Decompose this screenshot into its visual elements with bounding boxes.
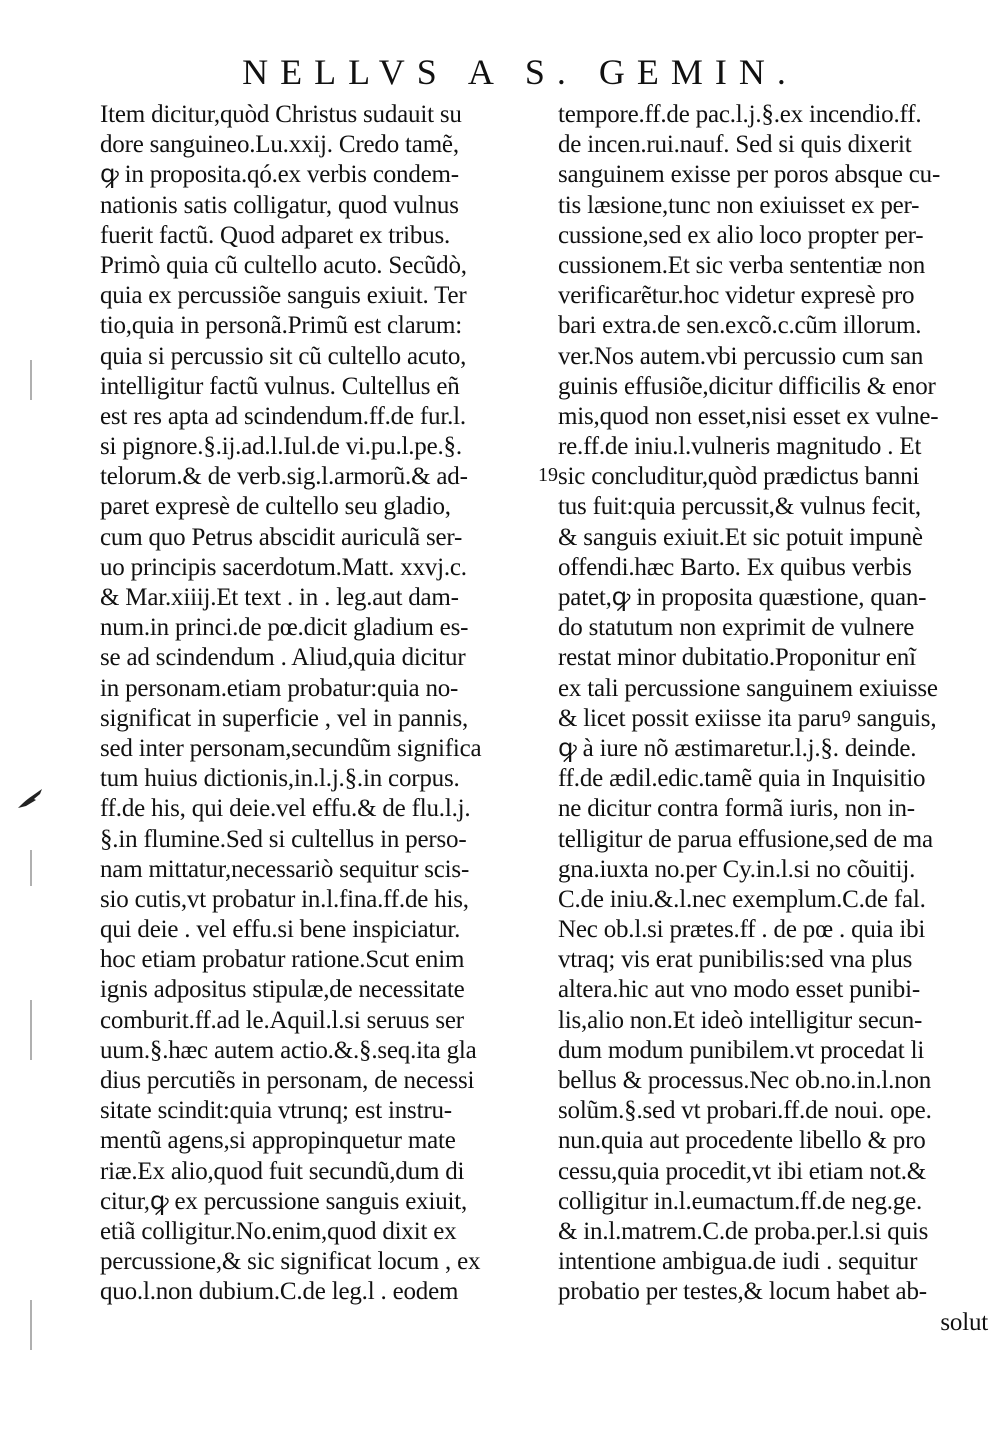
text-line: dore sanguineo.Lu.xxij. Credo tamẽ,: [100, 131, 459, 159]
text-line: ne dicitur contra formã iuris, non in-: [558, 795, 915, 823]
text-line: cussionem.Et sic verba sententiæ non: [558, 251, 926, 279]
text-line: intelligitur factũ vulnus. Cultellus eñ: [100, 372, 460, 400]
text-line: probatio per testes,& locum habet ab-: [558, 1278, 927, 1306]
text-line: est res apta ad scindendum.ff.de fur.l.: [100, 402, 466, 430]
text-line: gna.iuxta no.per Cy.in.l.si no cõuitij.: [558, 855, 916, 883]
text-line: telorum.& de verb.sig.l.armorũ.& ad-: [100, 463, 468, 491]
text-line: ex tali percussione sanguinem exiuisse: [558, 674, 938, 702]
text-line: fuerit factũ. Quod adparet ex tribus.: [100, 221, 451, 249]
text-line: nam mittatur,necessariò sequitur scis-: [100, 855, 470, 883]
text-line: sic concluditur,quòd prædictus banni: [558, 463, 920, 491]
text-line: intentione ambigua.de iudi . sequitur: [558, 1248, 918, 1276]
text-line: num.in princi.de pœ.dicit gladium es-: [100, 614, 469, 642]
text-line: bellus & processus.Nec ob.no.in.l.non: [558, 1067, 932, 1094]
text-line: re.ff.de iniu.l.vulneris magnitudo . Et: [558, 433, 922, 461]
text-line: dum modum punibilem.vt procedat li: [558, 1036, 925, 1064]
text-line: citur,ꝙ ex percussione sanguis exiuit,: [100, 1187, 468, 1215]
margin-rule-2: [30, 850, 32, 886]
text-line: uo principis sacerdotum.Matt. xxvj.c.: [100, 553, 467, 581]
text-line: bari extra.de sen.excõ.c.cũm illorum.: [558, 312, 922, 340]
text-line: cum quo Petrus abscidit auriculã ser-: [100, 523, 463, 551]
margin-rule-1: [30, 360, 32, 400]
text-line: tum huius dictionis,in.l.j.§.in corpus.: [100, 765, 460, 793]
text-line: nationis satis colligatur, quod vulnus: [100, 191, 459, 219]
text-line: ꝙ à iure nõ æstimaretur.l.j.§. deinde.: [558, 734, 917, 762]
margin-rule-4: [30, 1300, 32, 1350]
text-line: riæ.Ex alio,quod fuit secundũ,dum di: [100, 1157, 465, 1185]
text-line: ff.de ædil.edic.tamẽ quia in Inquisitio: [558, 765, 926, 793]
text-line: cessu,quia procedit,vt ibi etiam not.&: [558, 1157, 927, 1185]
text-line: qui deie . vel effu.si bene inspiciatur.: [100, 916, 461, 944]
text-line: & sanguis exiuit.Et sic potuit impunè: [558, 523, 923, 551]
text-line: do statutum non exprimit de vulnere: [558, 614, 915, 642]
margin-rule-3: [30, 1000, 32, 1060]
text-line: vtraq; vis erat punibilis:sed vna plus: [558, 946, 913, 974]
text-line: verificarẽtur.hoc videtur expresè pro: [558, 282, 915, 310]
text-line: si pignore.§.ij.ad.l.Iul.de vi.pu.l.pe.§.: [100, 433, 462, 461]
left-text-column: [100, 100, 540, 1308]
text-line: ff.de his, qui deie.vel effu.& de flu.l.j.: [100, 795, 471, 823]
text-line: patet,ꝙ in proposita quæstione, quan-: [558, 584, 927, 611]
text-line: hoc etiam probatur ratione.Scut enim: [100, 946, 465, 974]
text-line: colligitur in.l.eumactum.ff.de neg.ge.: [558, 1187, 923, 1215]
text-line: quia si percussio sit cũ cultello acuto,: [100, 342, 467, 370]
text-line: etiã colligitur.No.enim,quod dixit ex: [100, 1217, 457, 1245]
text-line: C.de iniu.&.l.nec exemplum.C.de fal.: [558, 885, 926, 913]
text-line: ꝙ in proposita.qó.ex verbis condem-: [100, 161, 459, 189]
text-line: sitate scindit:quia vtrunq; est instru-: [100, 1097, 452, 1125]
text-line: & in.l.matrem.C.de proba.per.l.si quis: [558, 1217, 929, 1245]
text-line: Primò quia cũ cultello acuto. Secũdò,: [100, 251, 467, 279]
text-line: quo.l.non dubium.C.de leg.l . eodem: [100, 1278, 459, 1306]
text-line: tempore.ff.de pac.l.j.§.ex incendio.ff.: [558, 101, 922, 128]
text-line: nun.quia aut procedente libello & pro: [558, 1127, 926, 1155]
text-line: restat minor dubitatio.Proponitur enĩ: [558, 644, 916, 672]
text-line: & Mar.xiiij.Et text . in . leg.aut dam-: [100, 584, 459, 611]
text-line: tis læsione,tunc non exiuisset ex per-: [558, 191, 920, 219]
manicule-mark-icon: [16, 786, 46, 812]
text-line: paret expresè de cultello seu gladio,: [100, 493, 451, 521]
text-line: sio cutis,vt probatur in.l.fina.ff.de his,: [100, 885, 469, 913]
text-line: guinis effusiõe,dicitur difficilis & enor: [558, 372, 936, 400]
text-line: & licet possit exiisse ita paruꝰ sanguis,: [558, 704, 937, 732]
text-line: §.in flumine.Sed si cultellus in perso-: [100, 825, 467, 853]
text-line: altera.hic aut vno modo esset punibi-: [558, 976, 920, 1004]
text-line: cussione,sed ex alio loco propter per-: [558, 221, 924, 249]
right-text-column: [558, 100, 988, 1338]
text-line: telligitur de parua effusione,sed de ma: [558, 825, 933, 853]
text-line: offendi.hæc Barto. Ex quibus verbis: [558, 553, 912, 581]
text-line: sed inter personam,secundũm significa: [100, 734, 482, 762]
text-line: tus fuit:quia percussit,& vulnus fecit,: [558, 493, 921, 521]
text-line: comburit.ff.ad le.Aquil.l.si seruus ser: [100, 1006, 464, 1034]
running-head: NELLVS A S. GEMIN.: [242, 52, 798, 92]
text-line: mentũ agens,si appropinquetur mate: [100, 1127, 456, 1155]
text-line: solut: [940, 1308, 988, 1336]
marginal-section-number: 19: [538, 464, 558, 486]
text-line: ver.Nos autem.vbi percussio cum san: [558, 342, 924, 370]
text-line: uum.§.hæc autem actio.&.§.seq.ita gla: [100, 1036, 477, 1064]
text-line: ignis adpositus stipulæ,de necessitate: [100, 976, 465, 1004]
text-line: lis,alio non.Et ideò intelligitur secun-: [558, 1006, 923, 1034]
text-line: percussione,& sic significat locum , ex: [100, 1248, 481, 1276]
text-line: tio,quia in personã.Primũ est clarum:: [100, 312, 462, 340]
text-line: se ad scindendum . Aliud,quia dicitur: [100, 644, 466, 672]
text-line: Nec ob.l.si prætes.ff . de pœ . quia ibi: [558, 916, 926, 944]
text-line: in personam.etiam probatur:quia no-: [100, 674, 459, 702]
text-line: Item dicitur,quòd Christus sudauit su: [100, 101, 462, 128]
text-line: solũm.§.sed vt probari.ff.de noui. ope.: [558, 1097, 932, 1125]
text-line: dius percutiẽs in personam, de necessi: [100, 1067, 475, 1094]
text-line: sanguinem exisse per poros absque cu-: [558, 161, 941, 189]
text-line: quia ex percussiõe sanguis exiuit. Ter: [100, 282, 467, 310]
text-line: mis,quod non esset,nisi esset ex vulne-: [558, 402, 939, 430]
text-line: de incen.rui.nauf. Sed si quis dixerit: [558, 131, 912, 159]
text-line: significat in superficie , vel in pannis,: [100, 704, 469, 732]
